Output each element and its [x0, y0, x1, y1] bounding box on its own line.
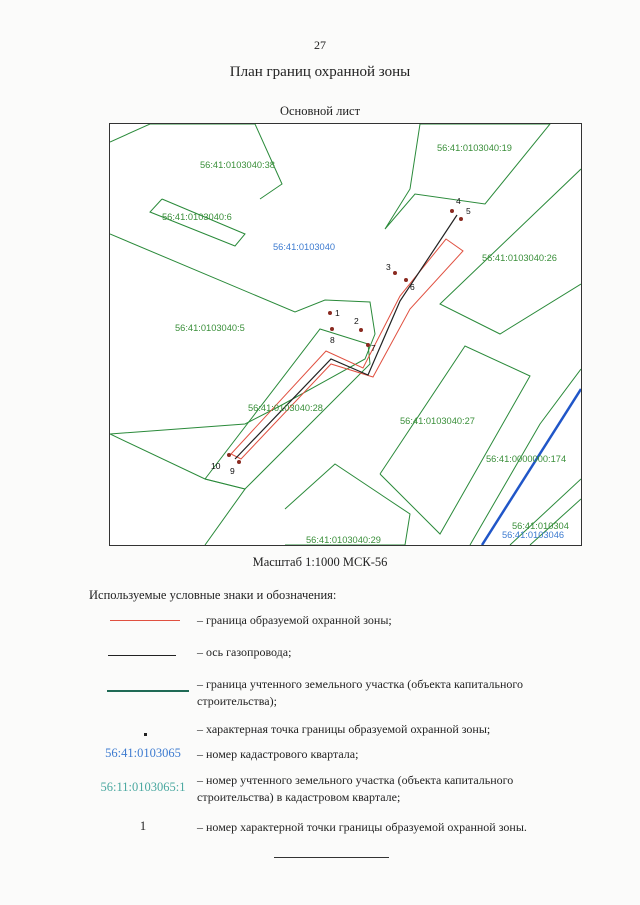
point-label-7: 7 [371, 343, 376, 353]
parcel-borders [110, 124, 581, 545]
parcel-label-cut: 56:41:010304 [512, 521, 569, 531]
legend-sample-parcel-number: 56:11:0103065:1 [100, 780, 186, 794]
legend-text-quarter: – номер кадастрового квартала; [197, 747, 359, 761]
parcel-border-west-lower [110, 434, 245, 545]
point-1 [328, 311, 332, 315]
legend-text-parcel-number: – номер учтенного земельного участка (объекта капитального строительства) в кадастровом квартале; [197, 773, 514, 804]
point-2 [359, 328, 363, 332]
legend-sample-point [144, 733, 147, 736]
legend-sample-zone-border [110, 620, 180, 621]
parcel-border-6 [150, 199, 245, 246]
sheet-subtitle: Основной лист [279, 104, 361, 118]
point-label-2: 2 [354, 316, 359, 326]
page-number: 27 [314, 38, 326, 52]
point-label-10: 10 [211, 461, 221, 471]
cadastral-map [109, 123, 582, 546]
point-label-3: 3 [386, 262, 391, 272]
bottom-rule [274, 857, 389, 858]
legend-sample-point-number: 1 [139, 819, 147, 833]
quarter-label: 56:41:0103040 [273, 242, 336, 252]
legend-text-zone-border: – граница образуемой охранной зоны; [197, 613, 392, 627]
parcel-label-5: 56:41:0103040:5 [175, 323, 245, 333]
point-9 [237, 460, 241, 464]
map-scale: Масштаб 1:1000 МСК-56 [252, 555, 388, 569]
parcel-label-6: 56:41:0103040:6 [162, 212, 232, 222]
protection-zone-border [231, 239, 463, 459]
point-label-6: 6 [410, 282, 415, 292]
map-canvas [110, 124, 581, 545]
parcel-border-29 [285, 464, 410, 545]
point-label-1: 1 [335, 308, 340, 318]
parcel-label-26: 56:41:0103040:26 [482, 253, 557, 263]
parcel-label-38: 56:41:0103040:38 [200, 160, 275, 170]
legend-sample-pipeline-axis [108, 655, 176, 656]
legend-sample-parcel-border [107, 690, 189, 692]
point-7 [366, 343, 370, 347]
legend-text-pipeline-axis: – ось газопровода; [197, 645, 292, 659]
point-10 [227, 453, 231, 457]
point-4 [450, 209, 454, 213]
parcel-label-27: 56:41:0103040:27 [400, 416, 475, 426]
parcel-border-26 [440, 169, 581, 334]
parcel-label-28: 56:41:0103040:28 [248, 403, 323, 413]
legend-text-point-number: – номер характерной точки границы образуемой охранной зоны. [197, 820, 527, 834]
parcel-label-174: 56:41:0000000:174 [486, 454, 567, 464]
page-title: План границ охранной зоны [229, 64, 411, 80]
point-label-9: 9 [230, 466, 235, 476]
parcel-label-29: 56:41:0103040:29 [306, 535, 381, 545]
point-6 [404, 278, 408, 282]
parcel-label-19: 56:41:0103040:19 [437, 143, 512, 153]
point-8 [330, 327, 334, 331]
point-5 [459, 217, 463, 221]
legend-sample-quarter: 56:41:0103065 [105, 746, 181, 760]
legend-text-point: – характерная точка границы образуемой охранной зоны; [197, 722, 491, 736]
legend-text-parcel-border: – граница учтенного земельного участка (объекта капитального строительства); [197, 677, 524, 708]
point-label-5: 5 [466, 206, 471, 216]
point-3 [393, 271, 397, 275]
legend-title: Используемые условные знаки и обозначения: [89, 588, 337, 602]
point-label-4: 4 [456, 196, 461, 206]
point-label-8: 8 [330, 335, 335, 345]
quarter-label-secondary: 56:41:0103046 [502, 530, 565, 540]
